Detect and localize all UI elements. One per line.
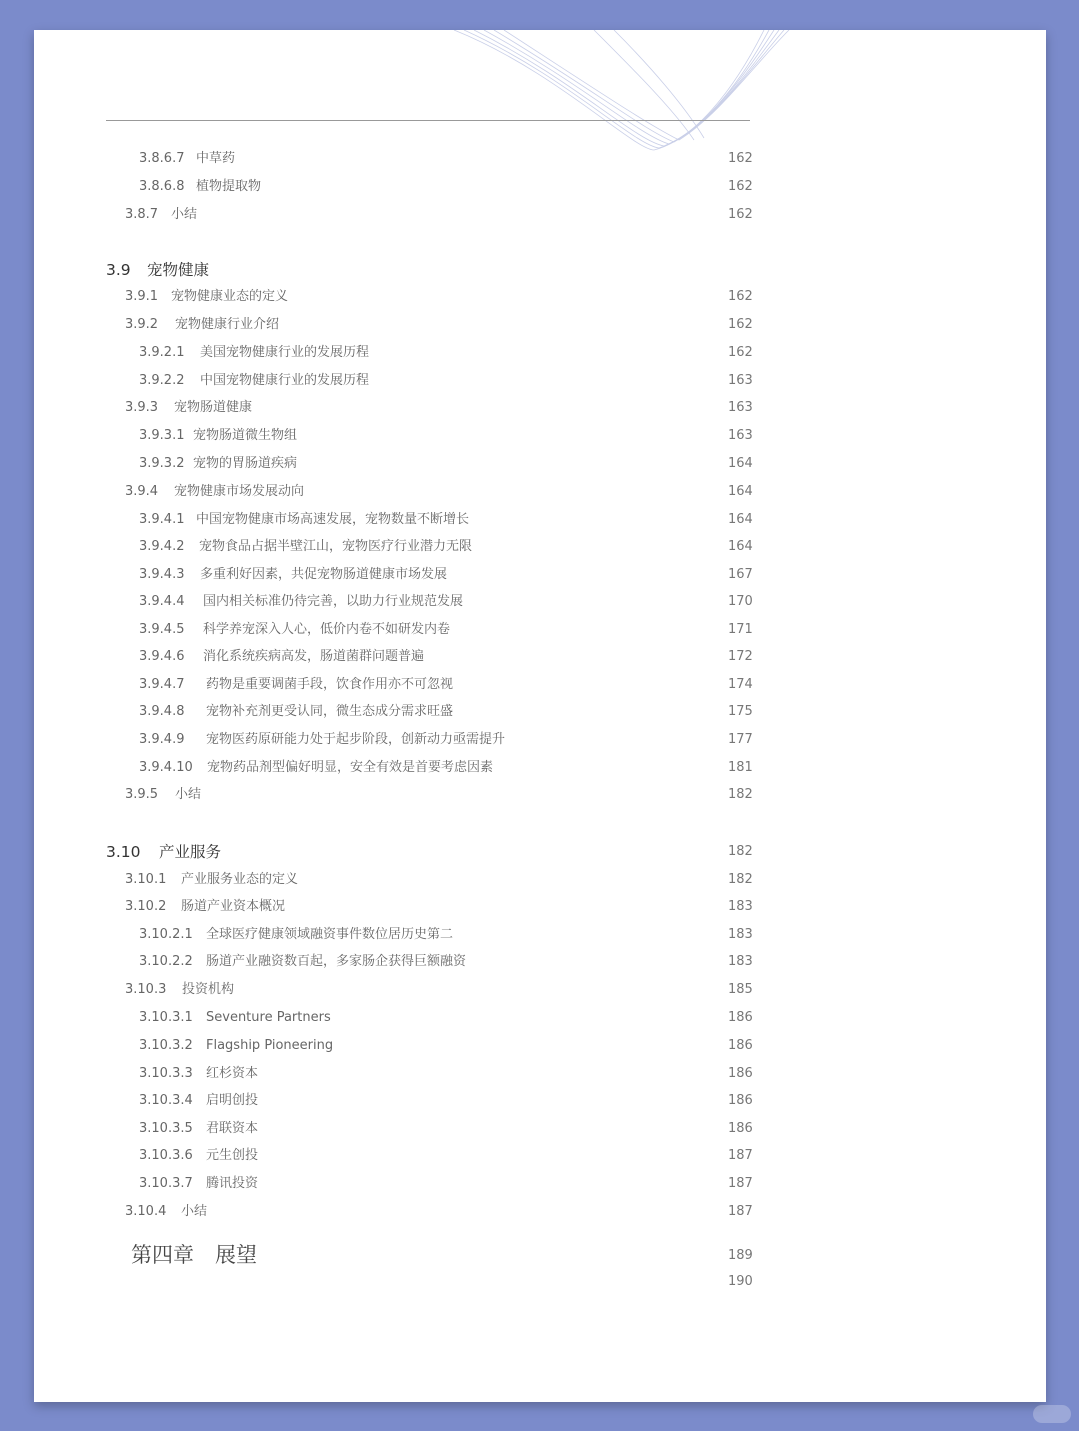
toc-entry-page: 182 [728, 872, 753, 887]
toc-entry[interactable] [34, 590, 1046, 614]
toc-entry-title: 药物是重要调菌手段，饮食作用亦不可忽视 [206, 677, 454, 692]
toc-entry-number: 3.10.3.2 [139, 1038, 193, 1053]
corner-badge [1033, 1405, 1071, 1423]
toc-entry-title: 宠物肠道微生物组 [193, 428, 298, 443]
toc-entry-title: 宠物药品剂型偏好明显，安全有效是首要考虑因素 [207, 760, 494, 775]
toc-entry-number: 3.10.2.2 [139, 954, 193, 969]
toc-entry-title: 君联资本 [206, 1121, 259, 1136]
toc-entry-number: 3.9.4.1 [139, 512, 185, 527]
toc-entry[interactable] [34, 645, 1046, 669]
decorative-wave-lines [34, 30, 1046, 230]
toc-entry-number: 3.9.1 [125, 289, 159, 304]
toc-entry[interactable] [34, 1062, 1046, 1086]
toc-entry-page: 172 [728, 649, 753, 664]
toc-entry[interactable] [34, 1117, 1046, 1141]
toc-entry[interactable] [34, 285, 1046, 309]
toc-entry[interactable] [34, 203, 1046, 227]
toc-entry-page: 186 [728, 1010, 753, 1025]
toc-entry[interactable] [34, 618, 1046, 642]
toc-entry-number: 3.8.7 [125, 207, 159, 222]
toc-entry[interactable] [34, 1240, 1046, 1267]
toc-entry-number: 3.9.2.1 [139, 345, 185, 360]
toc-entry-page: 164 [728, 539, 753, 554]
toc-entry-page: 162 [728, 289, 753, 304]
toc-entry[interactable] [34, 508, 1046, 532]
toc-entry-title: 宠物食品占据半壁江山，宠物医疗行业潜力无限 [199, 539, 473, 554]
toc-entry[interactable] [34, 978, 1046, 1002]
toc-entry[interactable] [34, 1270, 1046, 1294]
toc-entry-number: 3.10.3 [125, 982, 167, 997]
toc-entry-number: 3.9.4.4 [139, 594, 185, 609]
toc-entry[interactable] [34, 728, 1046, 752]
toc-entry-number: 3.10.2 [125, 899, 167, 914]
toc-entry-page: 163 [728, 428, 753, 443]
toc-entry-number: 3.9.4.6 [139, 649, 185, 664]
toc-entry-title: 小结 [175, 787, 202, 802]
toc-entry-page: 187 [728, 1148, 753, 1163]
toc-entry-page: 162 [728, 179, 753, 194]
toc-entry[interactable] [34, 1200, 1046, 1224]
toc-entry[interactable] [34, 175, 1046, 199]
toc-entry-title: 宠物肠道健康 [174, 400, 253, 415]
toc-entry-page: 164 [728, 512, 753, 527]
toc-entry[interactable] [34, 147, 1046, 171]
toc-entry-page: 186 [728, 1121, 753, 1136]
toc-entry[interactable] [34, 756, 1046, 780]
toc-entry-number: 3.10.3.5 [139, 1121, 193, 1136]
toc-entry[interactable] [34, 950, 1046, 974]
toc-entry[interactable] [34, 895, 1046, 919]
toc-entry-title: 小结 [171, 207, 198, 222]
toc-entry[interactable] [34, 563, 1046, 587]
toc-entry-page: 162 [728, 345, 753, 360]
toc-entry-page: 177 [728, 732, 753, 747]
toc-entry-page: 164 [728, 484, 753, 499]
toc-entry-title: 产业服务 [159, 843, 222, 861]
toc-entry[interactable] [34, 1034, 1046, 1058]
toc-entry-title: 宠物健康 [147, 261, 210, 279]
toc-entry-number: 3.10.3.4 [139, 1093, 193, 1108]
toc-entry-number: 3.9.4 [125, 484, 159, 499]
toc-entry-number: 3.9.2.2 [139, 373, 185, 388]
toc-entry-page: 170 [728, 594, 753, 609]
toc-entry-title: 中草药 [196, 151, 236, 166]
toc-entry-number: 3.10 [106, 843, 141, 861]
toc-entry-title: 科学养宠深入人心，低价内卷不如研发内卷 [203, 622, 451, 637]
toc-entry[interactable] [34, 783, 1046, 807]
toc-entry-title: 中国宠物健康市场高速发展，宠物数量不断增长 [196, 512, 470, 527]
toc-entry-title: 小结 [181, 1204, 208, 1219]
toc-entry-page: 187 [728, 1176, 753, 1191]
toc-entry-number: 3.9.4.9 [139, 732, 185, 747]
toc-entry-page: 186 [728, 1066, 753, 1081]
toc-entry-title: 宠物医药原研能力处于起步阶段，创新动力亟需提升 [206, 732, 506, 747]
toc-entry[interactable] [34, 313, 1046, 337]
toc-entry[interactable] [34, 424, 1046, 448]
toc-entry[interactable] [34, 1089, 1046, 1113]
toc-entry-page: 181 [728, 760, 753, 775]
toc-entry-page: 186 [728, 1093, 753, 1108]
toc-entry[interactable] [34, 1144, 1046, 1168]
toc-entry-number: 3.9.4.10 [139, 760, 193, 775]
toc-entry-number: 3.9.3.1 [139, 428, 185, 443]
toc-entry-page: 171 [728, 622, 753, 637]
toc-entry-number: 3.10.3.1 [139, 1010, 193, 1025]
toc-entry-title: 红杉资本 [206, 1066, 259, 1081]
toc-entry-number: 3.9.4.2 [139, 539, 185, 554]
toc-entry[interactable] [34, 1172, 1046, 1196]
toc-entry-page: 190 [728, 1274, 753, 1289]
toc-entry-title: Seventure Partners [206, 1010, 331, 1025]
toc-entry-number: 3.9 [106, 261, 131, 279]
toc-entry-number: 3.8.6.7 [139, 151, 185, 166]
toc-entry-number: 3.9.2 [125, 317, 159, 332]
toc-entry-title: 肠道产业资本概况 [181, 899, 286, 914]
toc-entry-number: 3.10.1 [125, 872, 167, 887]
toc-entry[interactable] [34, 535, 1046, 559]
toc-entry-page: 183 [728, 899, 753, 914]
toc-entry-page: 162 [728, 317, 753, 332]
toc-entry-number: 3.9.3 [125, 400, 159, 415]
toc-entry-page: 186 [728, 1038, 753, 1053]
toc-entry-title: 美国宠物健康行业的发展历程 [200, 345, 370, 360]
toc-entry[interactable] [34, 341, 1046, 365]
toc-entry-number: 3.9.4.8 [139, 704, 185, 719]
toc-entry-page: 182 [728, 787, 753, 802]
toc-entry-page: 183 [728, 954, 753, 969]
toc-entry-title: 宠物健康市场发展动向 [174, 484, 305, 499]
toc-entry-title: 宠物补充剂更受认同，微生态成分需求旺盛 [206, 704, 454, 719]
toc-entry-number: 3.10.3.3 [139, 1066, 193, 1081]
toc-entry-page: 162 [728, 151, 753, 166]
header-rule [106, 120, 750, 121]
toc-entry-title: 肠道产业融资数百起，多家肠企获得巨额融资 [206, 954, 467, 969]
toc-entry[interactable] [34, 452, 1046, 476]
toc-entry[interactable] [34, 673, 1046, 697]
toc-entry-title: 产业服务业态的定义 [181, 872, 299, 887]
toc-entry-page: 164 [728, 456, 753, 471]
toc-entry-page: 187 [728, 1204, 753, 1219]
toc-entry-number: 3.10.3.6 [139, 1148, 193, 1163]
toc-entry[interactable] [34, 840, 1046, 864]
toc-entry-number: 3.9.4.3 [139, 567, 185, 582]
toc-entry-number: 3.10.2.1 [139, 927, 193, 942]
toc-entry-number: 3.9.4.5 [139, 622, 185, 637]
toc-entry-page: 185 [728, 982, 753, 997]
toc-entry[interactable] [34, 480, 1046, 504]
toc-entry-number: 3.9.5 [125, 787, 159, 802]
toc-entry[interactable] [34, 258, 1046, 282]
toc-entry-page: 163 [728, 373, 753, 388]
toc-entry-page: 189 [728, 1248, 753, 1263]
toc-entry-title: Flagship Pioneering [206, 1038, 334, 1053]
toc-entry-title: 植物提取物 [196, 179, 262, 194]
toc-entry-number: 3.9.3.2 [139, 456, 185, 471]
toc-entry-number: 3.8.6.8 [139, 179, 185, 194]
toc-entry[interactable] [34, 1006, 1046, 1030]
toc-entry[interactable] [34, 369, 1046, 393]
toc-entry-title: 全球医疗健康领域融资事件数位居历史第二 [206, 927, 454, 942]
toc-entry-title: 腾讯投资 [206, 1176, 259, 1191]
toc-entry-title: 启明创投 [206, 1093, 259, 1108]
toc-entry-title: 中国宠物健康行业的发展历程 [200, 373, 370, 388]
toc-entry-title: 投资机构 [182, 982, 235, 997]
toc-entry-number: 3.10.3.7 [139, 1176, 193, 1191]
toc-entry-title: 宠物健康业态的定义 [171, 289, 289, 304]
toc-entry-page: 162 [728, 207, 753, 222]
toc-entry-title: 宠物健康行业介绍 [175, 317, 280, 332]
toc-entry-title: 宠物的胃肠道疾病 [193, 456, 298, 471]
toc-entry-page: 167 [728, 567, 753, 582]
toc-entry-page: 183 [728, 927, 753, 942]
toc-entry[interactable] [34, 700, 1046, 724]
toc-entry-page: 182 [728, 844, 753, 859]
toc-entry[interactable] [34, 868, 1046, 892]
toc-entry-number: 3.10.4 [125, 1204, 167, 1219]
toc-entry-page: 174 [728, 677, 753, 692]
toc-entry-title: 元生创投 [206, 1148, 259, 1163]
toc-entry-title: 多重利好因素，共促宠物肠道健康市场发展 [200, 567, 448, 582]
chapter-title: 第四章 展望 [131, 1243, 257, 1267]
toc-entry-title: 消化系统疾病高发，肠道菌群问题普遍 [203, 649, 425, 664]
toc-entry-page: 175 [728, 704, 753, 719]
toc-entry[interactable] [34, 923, 1046, 947]
toc-entry-title: 国内相关标准仍待完善，以助力行业规范发展 [203, 594, 464, 609]
toc-page [34, 30, 1046, 1402]
toc-entry[interactable] [34, 396, 1046, 420]
toc-entry-page: 163 [728, 400, 753, 415]
toc-entry-number: 3.9.4.7 [139, 677, 185, 692]
